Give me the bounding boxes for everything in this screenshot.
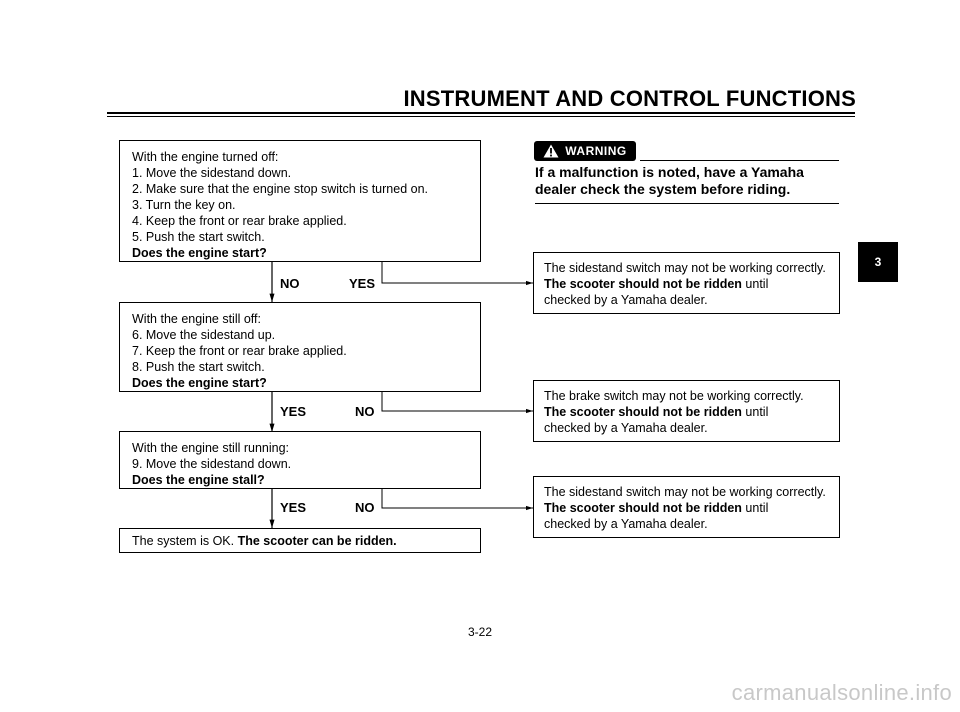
page-number: 3-22 (467, 625, 493, 639)
step2-line: With the engine still off: (132, 312, 262, 326)
step3-line: With the engine still running: (132, 441, 290, 455)
step3-box (119, 431, 481, 489)
step1-question: Does the engine start? (132, 246, 267, 260)
result-ok-text: The system is OK. (132, 534, 235, 548)
step1-line: 1. Move the sidestand down. (132, 166, 292, 180)
warning-badge (534, 141, 636, 161)
result1-line1: The sidestand switch may not be working correctly. (544, 261, 826, 275)
result3-box (533, 476, 840, 538)
result2-bold: The scooter should not be ridden (544, 405, 742, 419)
side-arrow-1 (382, 261, 533, 283)
side-arrow-3 (382, 488, 533, 508)
step2-line: 6. Move the sidestand up. (132, 328, 276, 342)
step1-line: With the engine turned off: (132, 150, 279, 164)
step3-line: 9. Move the sidestand down. (132, 457, 292, 471)
result-ok-box (119, 528, 481, 553)
result1-bold: The scooter should not be ridden (544, 277, 742, 291)
result2-line3: checked by a Yamaha dealer. (544, 421, 708, 435)
step2-down-label: YES (280, 404, 307, 419)
step3-down-label: YES (280, 500, 307, 515)
step2-line: 8. Push the start switch. (132, 360, 265, 374)
result3-line3: checked by a Yamaha dealer. (544, 517, 708, 531)
result2-box (533, 380, 840, 442)
step2-question: Does the engine start? (132, 376, 267, 390)
step3-question: Does the engine stall? (132, 473, 265, 487)
step1-line: 2. Make sure that the engine stop switch is turned on. (132, 182, 429, 196)
warning-label: WARNING (565, 144, 627, 158)
side-arrow-2 (382, 391, 533, 411)
chapter-tab: 3 (858, 242, 898, 282)
step2-side-label: NO (355, 404, 375, 419)
result1-line3: checked by a Yamaha dealer. (544, 293, 708, 307)
step1-line: 5. Push the start switch. (132, 230, 265, 244)
result3-after-bold: until (741, 501, 769, 515)
result1-box (533, 252, 840, 314)
warning-text: If a malfunction is noted, have a Yamaha dealer check the system before riding. (535, 164, 804, 197)
result2-after-bold: until (741, 405, 769, 419)
step2-box (119, 302, 481, 392)
step1-line: 4. Keep the front or rear brake applied. (132, 214, 347, 228)
exclamation-triangle-icon (543, 144, 559, 158)
step2-line: 7. Keep the front or rear brake applied. (132, 344, 347, 358)
result1-after-bold: until (741, 277, 769, 291)
watermark: carmanualsonline.info (731, 680, 952, 705)
step1-box (119, 140, 481, 262)
warning-rule-bottom (535, 203, 839, 204)
warning-rule-top (640, 160, 839, 161)
step1-line: 3. Turn the key on. (132, 198, 236, 212)
result3-bold: The scooter should not be ridden (544, 501, 742, 515)
result2-line1: The brake switch may not be working correctly. (544, 389, 804, 403)
page-title: INSTRUMENT AND CONTROL FUNCTIONS (403, 86, 856, 111)
step1-down-label: NO (280, 276, 300, 291)
result3-line1: The sidestand switch may not be working correctly. (544, 485, 826, 499)
step1-side-label: YES (349, 276, 376, 291)
result-ok-bold: The scooter can be ridden. (237, 534, 397, 548)
step3-side-label: NO (355, 500, 375, 515)
